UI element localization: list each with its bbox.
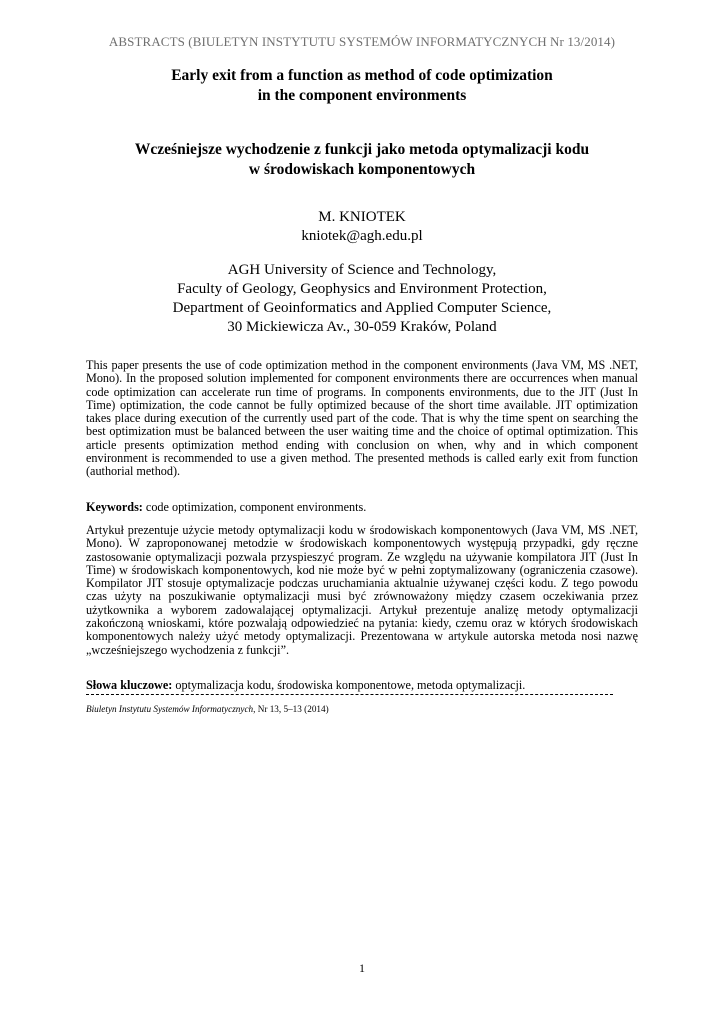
polish-keywords [86, 679, 638, 692]
english-title [60, 66, 664, 106]
running-header: ABSTRACTS (BIULETYN INSTYTUTU SYSTEMÓW INFORMATYCZNYCH Nr 13/2014) [108, 34, 616, 49]
citation-details: , Nr 13, 5–13 (2014) [253, 704, 329, 714]
journal-name: Biuletyn Instytutu Systemów Informatycznych [86, 704, 254, 714]
footer-divider [86, 694, 613, 695]
polish-title-line-2: w środowiskach komponentowych [248, 161, 476, 178]
english-title-line-1: Early exit from a function as method of code optimization [171, 67, 553, 84]
english-abstract: This paper presents the use of code optimization method in the component environments (Java VM, MS .NET, Mono). In the proposed solution implemented for component environments there are occurrences when manual code optimization can accelerate run time of programs. In components environments, due to the JIT (Just In Time) optimization, the code cannot be fully optimized because of the short time available. JIT optimization takes place during execution of the currently used part of the code. That is why the time spent on searching the best optimization must be balanced between the user waiting time and the choice of optimal optimization. This article presents optimization method ending with conclusion on when, why and in which component environment is recommended to use a given method. The presented methods is called early exit from function (authorial method). [86, 358, 638, 479]
page-number: 1 [359, 961, 365, 975]
author-block [60, 208, 664, 246]
affiliation-block [60, 261, 664, 337]
journal-citation [86, 704, 638, 715]
english-title-line-2: in the component environments [257, 87, 467, 104]
english-keywords-label: Keywords: [86, 500, 143, 514]
polish-title [60, 140, 664, 180]
affiliation-line-1: AGH University of Science and Technology, [227, 262, 497, 278]
author-email: kniotek@agh.edu.pl [301, 228, 423, 244]
polish-abstract: Artykuł prezentuje użycie metody optymalizacji kodu w środowiskach komponentowych (Java VM, MS .NET, Mono). W zaproponowanej metodzie w środowiskach komponentowych występują przypadki, gdy ręczne zastosowanie optymalizacji pozwala przyspieszyć program. Ze względu na używanie kompilatora JIT (Just In Time) w środowiskach komponentowych, kod nie może być w pełni zoptymalizowany (ograniczenia czasowe). Kompilator JIT stosuje optymalizacje podczas uruchamiania aktualnie używanej części kodu. Z tego powodu czas użyty na poszukiwanie optymalizacji musi być zrównoważony między czasem oczekiwania przez użytkownika a wyborem zadowalającej optymalizacji. Artykuł prezentuje analizę metody optymalizacji zakończoną wnioskami, które pozwalają odpowiedzieć na pytania: kiedy, czemu oraz w których środowiskach komponentowych należy użyć metody optymalizacji. Prezentowana w artykule autorska metoda nosi nazwę „wcześniejszego wychodzenia z funkcji”. [86, 523, 638, 657]
author-name: M. KNIOTEK [318, 209, 406, 225]
polish-keywords-text: optymalizacja kodu, środowiska komponentowe, metoda optymalizacji. [172, 678, 526, 692]
affiliation-line-4: 30 Mickiewicza Av., 30-059 Kraków, Poland [227, 319, 497, 335]
polish-title-line-1: Wcześniejsze wychodzenie z funkcji jako metoda optymalizacji kodu [134, 141, 590, 158]
affiliation-line-3: Department of Geoinformatics and Applied Computer Science, [172, 300, 552, 316]
affiliation-line-2: Faculty of Geology, Geophysics and Environment Protection, [177, 281, 547, 297]
english-keywords-text: code optimization, component environments. [142, 500, 367, 514]
english-keywords [86, 501, 638, 514]
polish-keywords-label: Słowa kluczowe: [86, 678, 173, 692]
